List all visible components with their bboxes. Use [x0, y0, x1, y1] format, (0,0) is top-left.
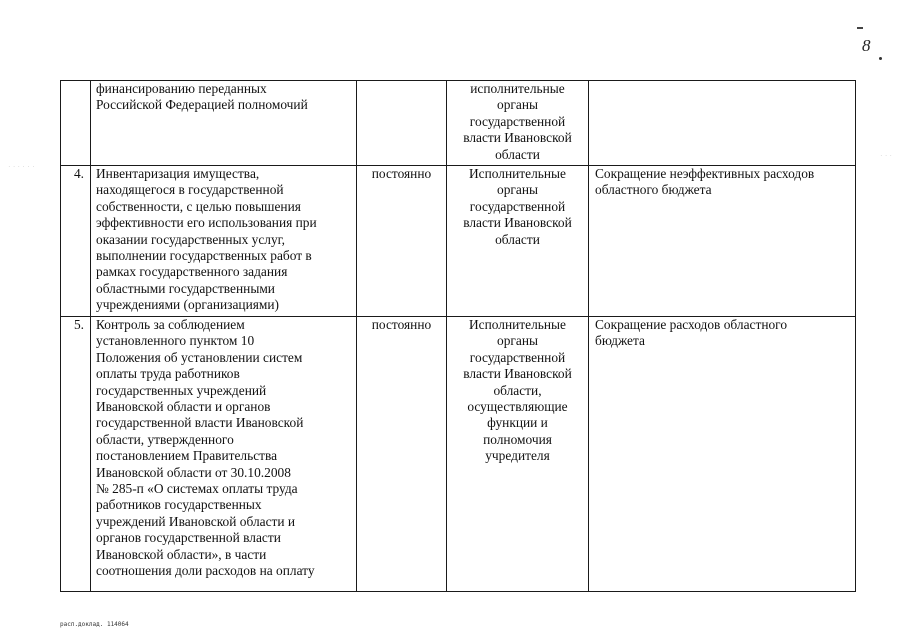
result-cell	[589, 81, 856, 166]
cell-line: постановлением Правительства	[96, 448, 278, 464]
measures-table	[60, 80, 856, 592]
cell-line: учредителя	[485, 448, 550, 464]
cell-line: области	[495, 231, 540, 247]
result-cell	[589, 317, 856, 592]
cell-line: области, утвержденного	[96, 431, 234, 447]
cell-line: власти Ивановской	[463, 215, 572, 231]
cell-line: собственности, с целью повышения	[96, 198, 301, 214]
responsible-cell	[447, 81, 589, 166]
term-cell: постоянно	[357, 166, 447, 317]
term-cell	[357, 81, 447, 166]
cell-line: власти Ивановской	[463, 366, 572, 382]
table-row-4	[61, 166, 856, 317]
cell-line: функции и	[487, 415, 548, 431]
activity-cell	[91, 317, 357, 592]
responsible-cell	[447, 317, 589, 592]
scan-artifact-right: · · ·	[880, 153, 893, 158]
cell-line: Исполнительные	[468, 166, 566, 181]
cell-line: исполнительные	[470, 81, 565, 96]
row-number	[61, 81, 91, 166]
cell-line: органы	[497, 97, 538, 113]
cell-line: Ивановской области от 30.10.2008	[96, 464, 291, 480]
cell-line: № 285-п «О системах оплаты труда	[96, 481, 298, 497]
cell-line: выполнении государственных работ в	[96, 248, 312, 264]
cell-line: работников государственных	[96, 497, 262, 513]
cell-line: установленного пунктом 10	[96, 333, 255, 349]
responsible-cell	[447, 166, 589, 317]
activity-cell	[91, 81, 357, 166]
cell-line: областного бюджета	[595, 182, 712, 198]
cell-line: Сокращение расходов областного	[595, 317, 788, 332]
cell-line: бюджета	[595, 333, 645, 349]
cell-line: финансированию переданных	[96, 81, 267, 96]
cell-line: рамках государственного задания	[96, 264, 288, 280]
term-cell: постоянно	[357, 317, 447, 592]
cell-line: оказании государственных услуг,	[96, 231, 285, 247]
cell-line: Инвентаризация имущества,	[96, 166, 260, 181]
cell-line: органов государственной власти	[96, 530, 281, 546]
result-cell	[589, 166, 856, 317]
cell-line: государственной	[469, 349, 566, 365]
cell-line: области	[495, 146, 540, 162]
cell-line: Российской Федерацией полномочий	[96, 97, 308, 113]
cell-line: соотношения доли расходов на оплату	[96, 563, 315, 579]
cell-line: области,	[493, 382, 542, 398]
cell-line: Сокращение неэффективных расходов	[595, 166, 815, 181]
cell-line: Исполнительные	[468, 317, 566, 332]
cell-line: учреждений Ивановской области и	[96, 513, 296, 529]
scan-artifact-left: · · · · · ·	[8, 164, 35, 169]
cell-line: областными государственными	[96, 280, 275, 296]
cell-line: эффективности его использования при	[96, 215, 317, 231]
activity-cell	[91, 166, 357, 317]
cell-line: государственной	[469, 198, 566, 214]
table-row-5	[61, 317, 856, 592]
cell-line: Ивановской области», в части	[96, 546, 267, 562]
row-number: 5.	[61, 317, 91, 592]
cell-line: органы	[497, 333, 538, 349]
cell-line: полномочия	[483, 431, 552, 447]
cell-line: оплаты труда работников	[96, 366, 240, 382]
cell-line: государственной власти Ивановской	[96, 415, 304, 431]
cell-line: осуществляющие	[467, 399, 568, 415]
cell-line: Положения об установлении систем	[96, 349, 303, 365]
cell-line: находящегося в государственной	[96, 182, 284, 198]
cell-line: Контроль за соблюдением	[96, 317, 245, 332]
cell-line: государственных учреждений	[96, 382, 267, 398]
footer-code: расп.доклад. 114064	[60, 621, 129, 628]
cell-line: органы	[497, 182, 538, 198]
scan-tick-mark	[857, 27, 863, 29]
cell-line: власти Ивановской	[463, 130, 572, 146]
row-number: 4.	[61, 166, 91, 317]
cell-line: учреждениями (организациями)	[96, 297, 279, 313]
cell-line: государственной	[469, 113, 566, 129]
page-dot	[879, 57, 882, 60]
cell-line: Ивановской области и органов	[96, 399, 271, 415]
table-row-continuation	[61, 81, 856, 166]
page-number: 8	[862, 36, 871, 55]
